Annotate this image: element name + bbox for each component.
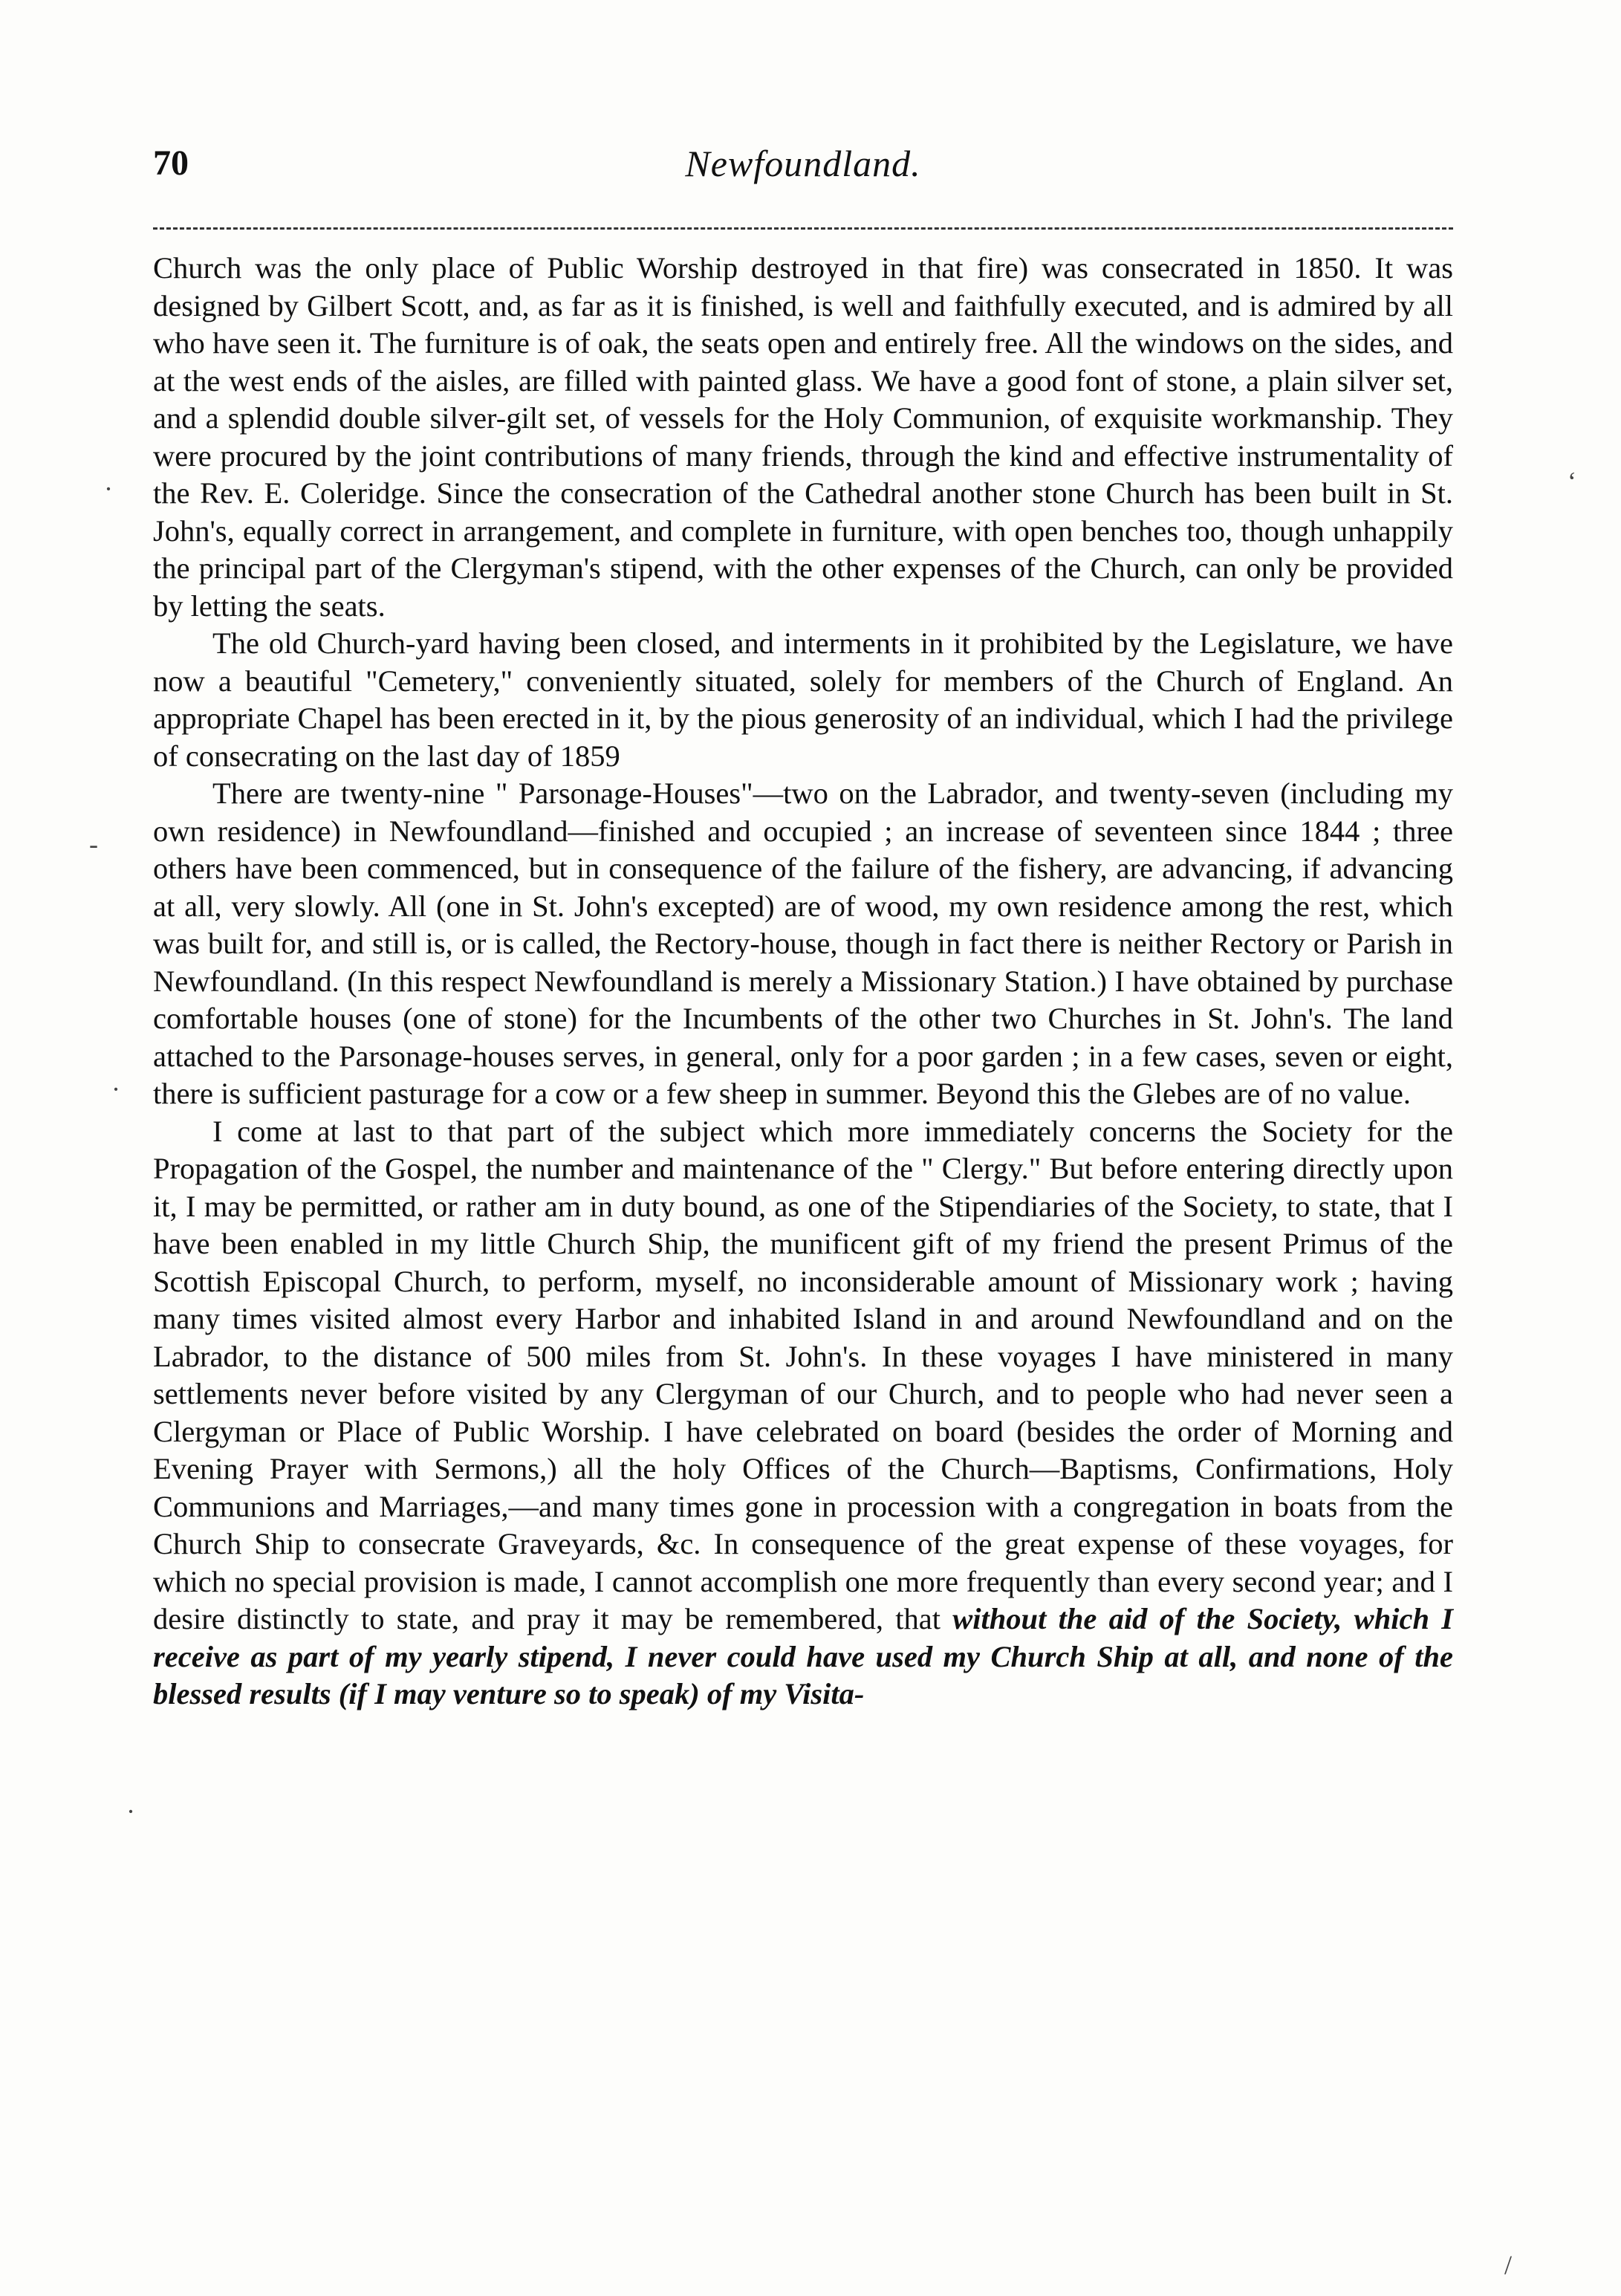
running-title: Newfoundland. (685, 143, 921, 184)
margin-dot: · (111, 1074, 120, 1104)
paragraph-cemetery: The old Church-yard having been closed, and interments in it prohibited by the Legislature, we have now a beautiful "Cemetery," conveniently situated, solely for members of the Church of England. An appropriate Chapel has been erected in it, by the pious generosity of an individual, which I had the privilege of consecrating on the last day of 1859 (153, 626, 1453, 773)
paragraph-clergy (153, 1113, 1453, 1713)
body-text (153, 250, 1453, 1713)
margin-tick: ʻ (1568, 467, 1576, 496)
paragraph-parsonages: There are twenty-nine " Parsonage-Houses"—two on the Labrador, and twenty-seven (including my own residence) in Newfoundland—finished and occupied ; an increase of seventeen since 1844 ; three others have been commenced, but in consequence of the failure of the fishery, are advancing, if advancing at all, very slowly. All (one in St. John's excepted) are of wood, my own residence among the rest, which was built for, and still is, or is called, the Rectory-house, though in fact there is neither Rectory or Parish in Newfoundland. (In this respect Newfoundland is merely a Missionary Station.) I have obtained by purchase comfortable houses (one of stone) for the Incumbents of the other two Churches in St. John's. The land attached to the Parsonage-houses serves, in general, only for a poor garden ; in a few cases, seven or eight, there is sufficient pasturage for a cow or a few sheep in summer. Beyond this the Glebes are of no value. (153, 776, 1453, 1110)
page-number: 70 (153, 143, 189, 183)
margin-dot: · (126, 1797, 135, 1826)
paragraph-clergy-roman: I come at last to that part of the subject which more immediately concerns the Society for the Propagation of the Gospel, the number and maintenance of the " Clergy." But before entering directly upon it, I may be permitted, or rather am in duty bound, as one of the Stipendiaries of the Society, to state, that I have been enabled in my little Church Ship, the munificent gift of my friend the present Primus of the Scottish Episcopal Church, to perform, myself, no inconsiderable amount of Missionary work ; having many times visited almost every Harbor and inhabited Island in and around Newfoundland and on the Labrador, to the distance of 500 miles from St. John's. In these voyages I have ministered in many settlements never before visited by any Clergyman of our Church, and to people who had never seen a Clergyman or Place of Public Worship. I have celebrated on board (besides the order of Morning and Evening Prayer with Sermons,) all the holy Offices of the Church—Baptisms, Confirmations, Holy Communions and Marriages,—and many times gone in procession with a congregation in boats from the Church Ship to consecrate Graveyards, &c. In consequence of the great expense of these voyages, for which no special provision is made, I cannot accomplish one more frequently than every second year; and I desire distinctly to state, and pray it may be remembered, that (153, 1114, 1453, 1635)
margin-dash: - (89, 829, 98, 859)
page-header (153, 141, 1453, 201)
header-rule (153, 227, 1453, 230)
paragraph-clergy-italic: without the aid of the Society, which I receive as part of my yearly stipend, I never could have used my Church Ship at all, and none of the blessed results (if I may venture so to speak) of my Visita- (153, 1602, 1453, 1710)
margin-tick: / (1504, 2250, 1513, 2280)
margin-dot: · (104, 474, 113, 504)
paragraph-continued: Church was the only place of Public Worship destroyed in that fire) was consecrated in 1850. It was designed by Gilbert Scott, and, as far as it is finished, is well and faithfully executed, and is admired by all who have seen it. The furniture is of oak, the seats open and entirely free. All the windows on the sides, and at the west ends of the aisles, are filled with painted glass. We have a good font of stone, a plain silver set, and a splendid double silver-gilt set, of vessels for the Holy Communion, of exquisite workmanship. They were procured by the joint contributions of many friends, through the kind and effective instrumentality of the Rev. E. Coleridge. Since the consecration of the Cathedral another stone Church has been built in St. John's, equally correct in arrangement, and complete in furniture, with open benches too, though unhappily the principal part of the Clergyman's stipend, with the other expenses of the Church, can only be provided by letting the seats. (153, 251, 1453, 623)
